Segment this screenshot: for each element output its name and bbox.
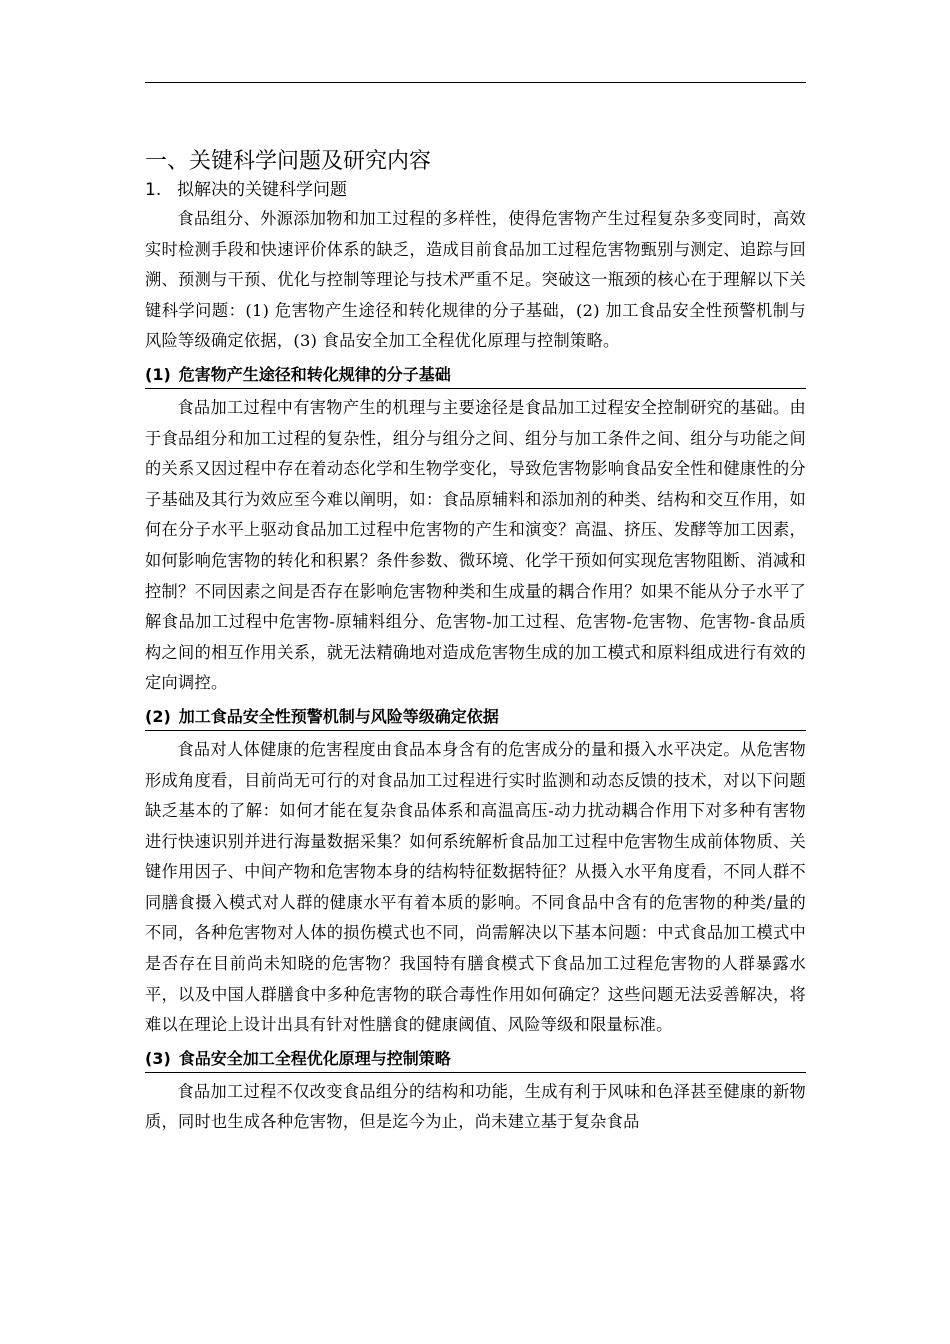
section-heading: 一、关键科学问题及研究内容	[145, 149, 432, 174]
problem-2-heading	[145, 705, 806, 731]
subsection-number: 1.	[145, 180, 162, 200]
problem-3-heading	[145, 1047, 806, 1073]
header-rule	[145, 82, 806, 83]
page-body	[145, 146, 806, 1138]
problem-2-number: (2)	[145, 706, 171, 726]
subsection-title: 拟解决的关键科学问题	[177, 180, 347, 200]
intro-paragraph: 食品组分、外源添加物和加工过程的多样性，使得危害物产生过程复杂多变同时，高效实时检测手段和快速评价体系的缺乏，造成目前食品加工过程危害物甄别与测定、追踪与回溯、预测与干预、优化与控制等理论与技术严重不足。突破这一瓶颈的核心在于理解以下关键科学问题：(1) 危害物产生途径和转化规律的分子基础，(2) 加工食品安全性预警机制与风险等级确定依据，(3) 食品安全加工全程优化原理与控制策略。	[145, 209, 806, 351]
problem-1-heading	[145, 363, 806, 389]
problem-3-paragraph: 食品加工过程不仅改变食品组分的结构和功能，生成有利于风味和色泽甚至健康的新物质，同时也生成各种危害物，但是迄今为止，尚未建立基于复杂食品	[145, 1081, 806, 1132]
subsection-heading	[145, 178, 806, 202]
problem-1-paragraph: 食品加工过程中有害物产生的机理与主要途径是食品加工过程安全控制研究的基础。由于食品组分和加工过程的复杂性，组分与组分之间、组分与加工条件之间、组分与功能之间的关系又因过程中存在着动态化学和生物学变化，导致危害物影响食品安全性和健康性的分子基础及其行为效应至今难以阐明，如：食品原辅料和添加剂的种类、结构和交互作用，如何在分子水平上驱动食品加工过程中危害物的产生和演变？高温、挤压、发酵等加工因素，如何影响危害物的转化和积累？条件参数、微环境、化学干预如何实现危害物阻断、消减和控制？不同因素之间是否存在影响危害物种类和生成量的耦合作用？如果不能从分子水平了解食品加工过程中危害物-原辅料组分、危害物-加工过程、危害物-危害物、危害物-食品质构之间的相互作用关系，就无法精确地对造成危害物生成的加工模式和原料组成进行有效的定向调控。	[145, 397, 806, 693]
problem-3-title: 食品安全加工全程优化原理与控制策略	[178, 1048, 451, 1068]
problem-1-number: (1)	[145, 364, 171, 384]
problem-2-paragraph: 食品对人体健康的危害程度由食品本身含有的危害成分的量和摄入水平决定。从危害物形成角度看，目前尚无可行的对食品加工过程进行实时监测和动态反馈的技术，对以下问题缺乏基本的了解：如何才能在复杂食品体系和高温高压-动力扰动耦合作用下对多种有害物进行快速识别并进行海量数据采集？如何系统解析食品加工过程中危害物生成前体物质、关键作用因子、中间产物和危害物本身的结构特征数据特征？从摄入水平角度看，不同人群不同膳食摄入模式对人群的健康水平有着本质的影响。不同食品中含有的危害物的种类/量的不同，各种危害物对人体的损伤模式也不同，尚需解决以下基本问题：中式食品加工模式中是否存在目前尚未知晓的危害物？我国特有膳食模式下食品加工过程危害物的人群暴露水平，以及中国人群膳食中多种危害物的联合毒性作用如何确定？这些问题无法妥善解决，将难以在理论上设计出具有针对性膳食的健康阈值、风险等级和限量标准。	[145, 739, 806, 1035]
problem-2-title: 加工食品安全性预警机制与风险等级确定依据	[178, 706, 499, 726]
problem-3-number: (3)	[145, 1048, 171, 1068]
problem-1-title: 危害物产生途径和转化规律的分子基础	[178, 364, 451, 384]
